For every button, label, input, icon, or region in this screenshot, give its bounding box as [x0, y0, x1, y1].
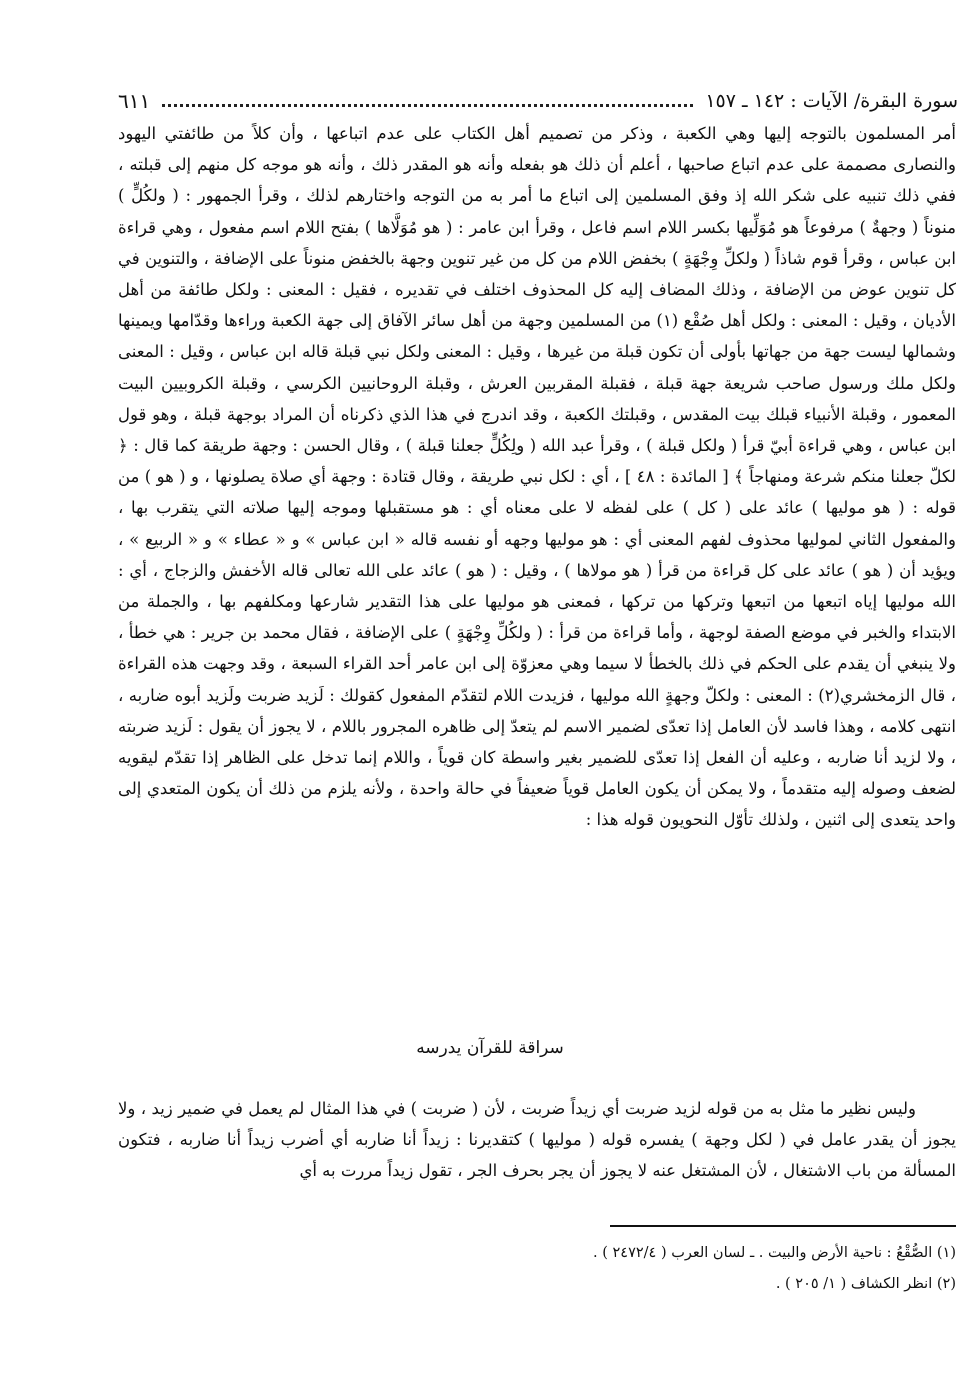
surah-title: سورة البقرة/ الآيات : ١٤٢ ـ ١٥٧ [705, 90, 958, 112]
footnotes [300, 1238, 956, 1300]
watermark-text: سراقة للقرآن يدرسه [416, 1038, 564, 1058]
footnote-2: (٢) انظر الكشاف ( ١/ ٢٠٥ ) . [775, 1276, 956, 1292]
body-paragraph: أمر المسلمون بالتوجه إليها وهي الكعبة ، وذكر من تصميم أهل الكتاب على عدم اتباعها ، وأن كلاً من طائفتي اليهود والنصارى مصممة على عدم اتباع صاحبها ، أعلم أن ذلك هو بفعله وأنه هو المقدر ذلك ، وأنه هو موجه كل منهم إلى قبلته ، ففي ذلك تنبيه على شكر الله إذ وفق المسلمين إلى اتباع ما أمر به من التوجه واختارهم لذلك ، وقرأ الجمهور : ( ولكُلٍّ ) منوناً ( وجهةٌ ) مرفوعاً هو مُوَلِّيها بكسر اللام اسم فاعل ، وقرأ ابن عامر : ( هو مُوَلَّاها ) بفتح اللام اسم مفعول ، وهي قراءة ابن عباس ، وقرأ قوم شاذاً ( ولكلِّ وِجْهَةٍ ) بخفض اللام من كل من غير تنوين وجهة بالخفض منوناً على الإضافة ، والتنوين في كل تنوين عوض من الإضافة ، وذلك المضاف إليه كل المحذوف اختلف في تقديره ، فقيل : المعنى : ولكل طائفة من أهل الأديان ، وقيل : المعنى : ولكل أهل صُقْع (١) من المسلمين وجهة من أهل سائر الآفاق إلى جهة الكعبة وراءها وقدّامها ويمينها وشمالها ليست جهة من جهاتها بأولى أن تكون قبلة من غيرها ، وقيل : المعنى ولكل نبي قبلة قاله ابن عباس ، وقيل : المعنى ولكل ملك ورسول صاحب شريعة جهة قبلة ، فقبلة المقربين العرش ، وقبلة الروحانيين الكرسي ، وقبلة الكروبيين البيت المعمور ، وقبلة الأنبياء قبلك بيت المقدس ، وقبلتك الكعبة ، وقد اندرج في هذا الذي ذكرناه أن المراد بوجهة قبلة ، وهو قول ابن عباس ، وهي قراءة أبيّ قرأ ( ولكل قبلة ) ، وقرأ عبد الله ( ولِكُلٍّ جعلنا قبلة ) ، وقال الحسن : وجهة طريقة كما قال : ﴿ لكلّ جعلنا منكم شرعة ومنهاجاً ﴾ [ المائدة : ٤٨ ] ، أي : لكل نبي طريقة ، وقال قتادة : وجهة أي صلاة يصلونها ، و ( هو ) من قوله : ( هو موليها ) عائد على ( كل ) على لفظه لا على معناه أي : هو مستقبلها وموجه إليها صلاته التي يتقرب بها ، والمفعول الثاني لموليها محذوف لفهم المعنى أي : هو موليها وجهه أو نفسه قاله « ابن عباس » و « عطاء » و « الربيع » ، ويؤيد أن ( هو ) عائد على كل قراءة من قرأ ( هو مولاها ) ، وقيل : ( هو ) عائد على الله تعالى قاله الأخفش والزجاج ، أي : الله موليها إياه اتبعها من اتبعها وتركها من تركها ، فمعنى هو موليها على هذا التقدير شارعها ومكلفهم بها ، والجملة من الابتداء والخبر في موضع الصفة لوجهة ، وأما قراءة من قرأ : ( ولكُلِّ وِجْهَةٍ ) على الإضافة ، فقال محمد بن جرير : هي خطأ ، ولا ينبغي أن يقدم على الحكم في ذلك بالخطأ لا سيما وهي معزوّة إلى ابن عامر أحد القراء السبعة ، وقد وجهت هذه القراءة ، قال الزمخشري(٢) : المعنى : ولكلّ وجهةٍ الله موليها ، فزيدت اللام لتقدّم المفعول كقولك : لَزيد ضربت ولَزيد أبوه ضاربه ، انتهى كلامه ، وهذا فاسد لأن العامل إذا تعدّى لضمير الاسم لم يتعدّ إلى ظاهره المجرور باللام ، لا يجوز أن يقول : لَزيد ضربته ، ولا لزيد أنا ضاربه ، وعليه أن الفعل إذا تعدّى للضمير بغير واسطة كان قوياً ، واللام إنما تدخل على الظاهر إذا تقدّم ليقويه لضعف وصوله إليه متقدماً ، ولا يمكن أن يكون العامل قوياً ضعيفاً في حالة واحدة ، ولأنه يلزم من ذلك أن يكون المتعدي إلى واحد يتعدى إلى اثنين ، ولذلك تأوّل النحويون قوله هذا : [118, 124, 956, 830]
running-header [118, 84, 958, 118]
main-text [118, 118, 956, 836]
footnote-divider [610, 1225, 956, 1227]
page-number: ٦١١ [118, 89, 151, 113]
dot-leader [162, 104, 693, 107]
second-section [118, 1093, 956, 1186]
footnote-1: (١) الصُّقْعُ : ناحية الأرض والبيت . ـ لسان العرب ( ٢٤٧٢/٤ ) . [593, 1245, 956, 1261]
body-paragraph-2: وليس نظير ما مثل به من قوله لزيد ضربت أي زيداً ضربت ، لأن ( ضربت ) في هذا المثال لم يعمل في ضمير زيد ، ولا يجوز أن يقدر عامل في ( لكل وجهة ) يفسره قوله ( موليها ) كتقديرنا : زيداً أنا ضاربه أي أضرب زيداً أنا ضاربه ، فتكون المسألة من باب الاشتغال ، لأن المشتغل عنه لا يجوز أن يجر بحرف الجر ، تقول زيداً مررت به أي [118, 1099, 956, 1180]
